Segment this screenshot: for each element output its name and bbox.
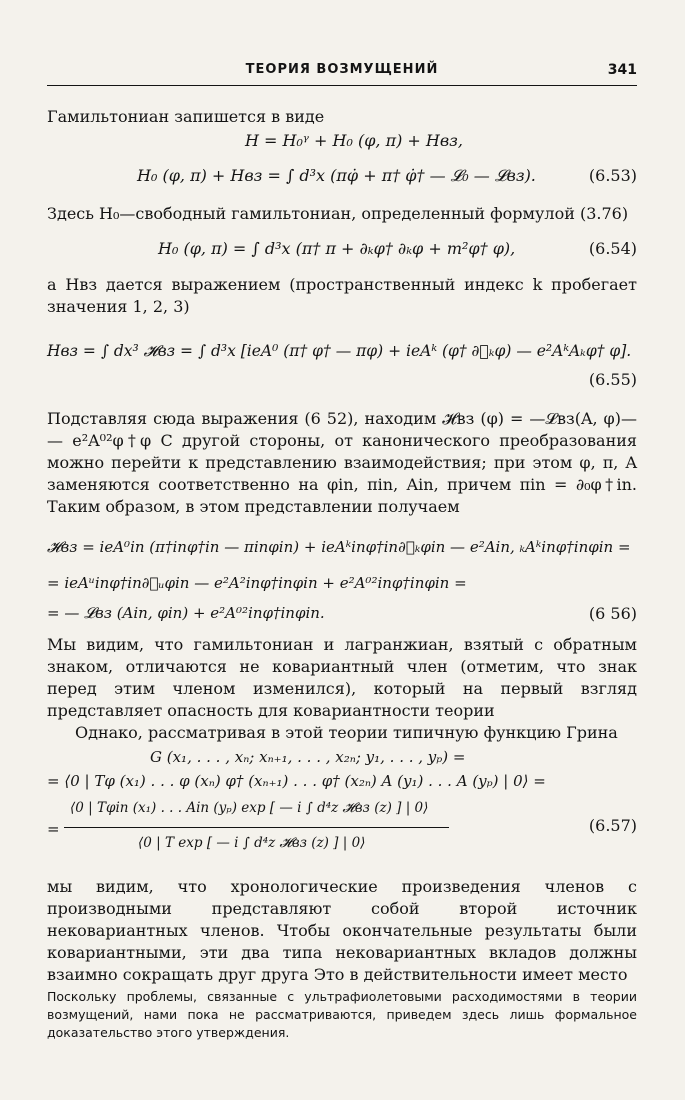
equation-number-6-57: (6.57) — [588, 816, 637, 835]
page-header — [47, 62, 637, 84]
paragraph-text: Гамильтониан запишется в виде — [47, 107, 325, 126]
equation-number-6-53: (6.53) — [588, 166, 637, 185]
paragraph-text: Однако, рассматривая в этой теории типичную функцию Грина — [75, 723, 618, 742]
equation-6-57-line-2: = ⟨0 | Tφ (x₁) . . . φ (xₙ) φ† (xₙ₊₁) . . . φ† (x₂ₙ) A (y₁) . . . A (yₚ) | 0⟩ = — [47, 772, 546, 790]
paragraph-1 — [47, 106, 637, 128]
equation-number-6-54: (6.54) — [588, 239, 637, 258]
equation-6-53-line-1: H = H₀ᵞ + H₀ (φ, π) + Hвз, — [245, 131, 463, 150]
equation-6-56-line-2: = ieAᵘinφ†in∂⃡ᵤφin — e²A²inφ†inφin + e²A⁰²inφ†inφin = — [47, 574, 467, 592]
equation-6-56-line-1: 𝓗вз = ieA⁰in (π†inφ†in — πinφin) + ieAᵏinφ†in∂⃡ₖφin — e²Ain, ₖAᵏinφ†inφin = — [47, 538, 631, 556]
fraction-bar — [64, 827, 449, 828]
equation-number-6-56: (6 56) — [588, 604, 637, 623]
equation-6-55: Hвз = ∫ dx³ 𝓗вз = ∫ d³x [ieA⁰ (π† φ† — πφ) + ieAᵏ (φ† ∂⃡ₖφ) — e²AᵏAₖφ† φ]. — [47, 342, 632, 360]
paragraph-3 — [47, 274, 637, 318]
equation-number-6-55: (6.55) — [588, 370, 637, 389]
equation-6-56-line-3: = — 𝓛вз (Ain, φin) + e²A⁰²inφ†inφin. — [47, 604, 325, 622]
paragraph-7 — [47, 876, 637, 986]
paragraph-4 — [47, 408, 637, 518]
fraction-equals-sign: = — [47, 820, 60, 838]
footnote: Поскольку проблемы, связанные с ультрафиолетовыми расходимостями в теории возмущений, нами пока не рассматриваются, приведем здесь лишь формальное доказательство этого утверждения. — [47, 989, 637, 1040]
page-number: 341 — [607, 62, 637, 78]
header-rule — [47, 85, 637, 86]
paragraph-text: Мы видим, что гамильтониан и лагранжиан, взятый с обратным знаком, отличаются не ковариантный член (отметим, что знак перед этим членом изменился), который на первый взгляд представляет опасность для ковариантности теории — [47, 635, 637, 720]
paragraph-text: Подставляя сюда выражения (6 52), находим 𝓗вз (φ) = —𝓛вз(A, φ)— — e²A⁰²φ†φ С другой стороны, от канонического преобразования можно перейти к представлению взаимодействия; при этом φ, π, A заменяются соответственно на φin, πin, Ain, причем πin = ∂₀φ†in. Таким образом, в этом представлении получаем — [47, 409, 637, 516]
equation-6-57-line-1: G (x₁, . . . , xₙ; xₙ₊₁, . . . , x₂ₙ; y₁, . . . , yₚ) = — [150, 748, 466, 766]
paragraph-5 — [47, 634, 637, 722]
paragraph-6 — [47, 722, 637, 744]
running-title: ТЕОРИЯ ВОЗМУЩЕНИЙ — [245, 62, 439, 77]
equation-6-54: H₀ (φ, π) = ∫ d³x (π† π + ∂ₖφ† ∂ₖφ + m²φ† φ), — [158, 239, 516, 258]
paragraph-text: Здесь H₀—свободный гамильтониан, определенный формулой (3.76) — [47, 204, 629, 223]
equation-6-57-numerator: ⟨0 | Tφin (x₁) . . . Ain (yₚ) exp [ — i ∫ d⁴z 𝓗вз (z) ] | 0⟩ — [70, 800, 429, 816]
equation-6-53-line-2: H₀ (φ, π) + Hвз = ∫ d³x (πφ̇ + π† φ̇† — 𝓛₀ — 𝓛вз). — [137, 166, 536, 185]
paragraph-text: мы видим, что хронологические произведения членов с производными представляют собой второй источник нековариантных членов. Чтобы окончательные результаты были ковариантными, эти два типа нековариантных вкладов должны взаимно сокращать друг друга Это в действительности имеет место — [47, 877, 637, 984]
equation-6-57-denominator: ⟨0 | T exp [ — i ∫ d⁴z 𝓗вз (z) ] | 0⟩ — [138, 835, 366, 851]
paragraph-text: а Hвз дается выражением (пространственный индекс k пробегает значения 1, 2, 3) — [47, 275, 637, 316]
paragraph-2 — [47, 203, 637, 225]
